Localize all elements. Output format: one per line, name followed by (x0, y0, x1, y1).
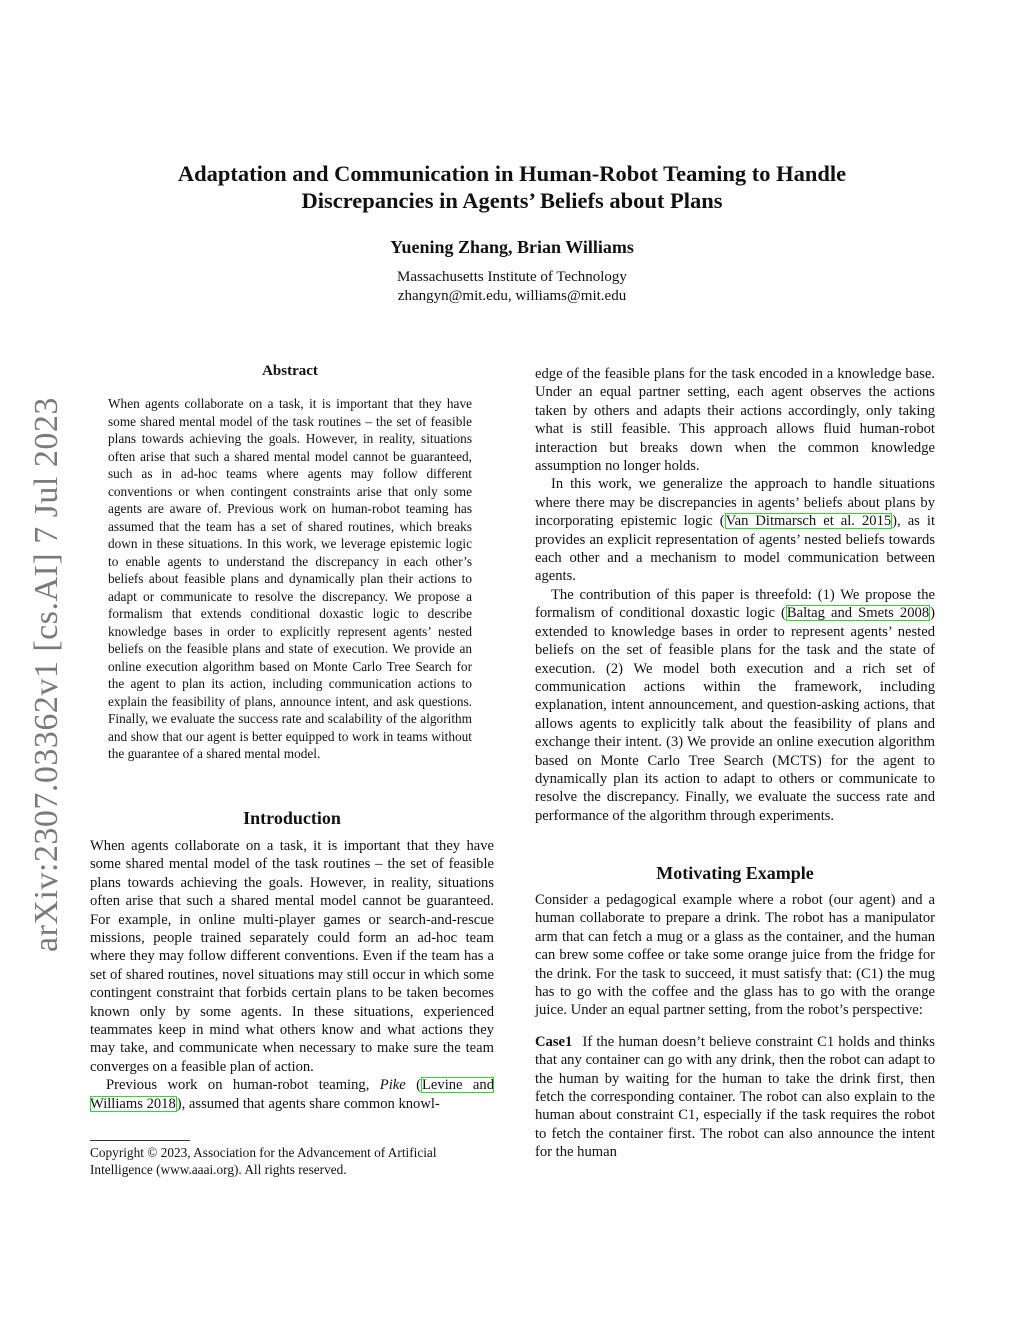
right-paragraph-2: In this work, we generalize the approach to handle situations where there may be discrepancies in agents’ beliefs about plans by incorporating epistemic logic (Van Ditmarsch et al. 2015), as it provides an explicit representation of agents’ nested beliefs towards each other and a mechanism to model communication between agents. (535, 476, 935, 585)
abstract-heading: Abstract (262, 363, 318, 379)
arxiv-identifier: arXiv:2307.03362v1 [cs.AI] 7 Jul 2023 (28, 397, 65, 952)
abstract-text: When agents collaborate on a task, it is important that they have some shared mental model of the task routines – the set of feasible plans towards achieving the goals. However, in reality, situations often arise that such a shared mental model cannot be guaranteed, such as in ad-hoc teams where agents may follow different conventions or when contingent constraints arise that only some agents are aware of. Previous work on human-robot teaming has assumed that the team has a set of shared routines, which breaks down in these situations. In this work, we leverage epistemic logic to enable agents to understand the discrepancy in each other’s beliefs about feasible plans and dynamically plan their actions to adapt or communicate to resolve the discrepancy. We propose a formalism that extends conditional doxastic logic to describe knowledge bases in order to explicitly represent agents’ nested beliefs on the feasible plans and state of execution. We provide an online execution algorithm based on Monte Carlo Tree Search for the agent to plan its action, including communication actions to explain the feasibility of plans, announce intent, and ask questions. Finally, we evaluate the success rate and scalability of the algorithm and show that our agent is better equipped to work in teams without the guarantee of a shared mental model. (108, 396, 472, 761)
motivating-paragraph-1: Consider a pedagogical example where a robot (our agent) and a human collaborate to prepare a drink. The robot has a manipulator arm that can fetch a mug or a glass as the container, and the human can brew some coffee or take some orange juice from the fridge for the drink. For the task to succeed, it must satisfy that: (C1) the mug has to go with the coffee and the glass has to go with the orange juice. Under an equal partner setting, from the robot’s perspective: (535, 892, 935, 1019)
motivating-example-body (535, 891, 935, 1162)
copyright-footnote: Copyright © 2023, Association for the Advancement of Artificial Intelligence (www.aaai.org). All rights reserved. (90, 1145, 437, 1177)
citation-link-levine-williams[interactable]: Levine and Williams 2018 (90, 1077, 495, 1112)
motivating-example-heading: Motivating Example (656, 863, 814, 883)
intro-paragraph-1: When agents collaborate on a task, it is important that they have some shared mental model of the task routines – the set of feasible plans towards achieving the goals. However, in reality, situations often arise that such a shared mental model cannot be guaranteed. For example, in online multi-player games or search-and-rescue missions, people trained separately could form an ad-hoc team where they may follow different conventions. Even if the team has a set of shared routines, novel situations may still occur in which some contingent constraint that forbids certain plans to be taken becomes known only by some agents. In these situations, experienced teammates keep in mind what others know and what actions they may take, and communicate when necessary to make sure the team converges on a feasible plan of action. (90, 838, 494, 1075)
right-column-body (535, 365, 935, 825)
case1-label: Case1 (535, 1033, 573, 1050)
case1-paragraph: Case1 If the human doesn’t believe constraint C1 holds and thinks that any container can go with any drink, then the robot can adapt to the human by waiting for the human to take the drink first, then fetch the corresponding container. The robot can also explain to the human about constraint C1, especially if the task requires the robot to fetch the container first. The robot can also announce the intent for the human (535, 1033, 935, 1161)
paper-title (100, 160, 924, 214)
footnote-divider (90, 1140, 190, 1141)
author-emails: zhangyn@mit.edu, williams@mit.edu (397, 288, 627, 304)
affiliation: Massachusetts Institute of Technology (397, 269, 627, 285)
authors: Yuening Zhang, Brian Williams (390, 237, 634, 257)
title-line-1: Adaptation and Communication in Human-Robot Teaming to Handle (177, 161, 847, 186)
citation-link-baltag-smets[interactable]: Baltag and Smets 2008 (786, 605, 930, 622)
title-line-2: Discrepancies in Agents’ Beliefs about Plans (301, 188, 723, 213)
citation-link-van-ditmarsch[interactable]: Van Ditmarsch et al. 2015 (725, 513, 892, 530)
affiliation-block (100, 268, 924, 306)
introduction-heading: Introduction (243, 808, 341, 828)
right-paragraph-1: edge of the feasible plans for the task encoded in a knowledge base. Under an equal partner setting, each agent observes the actions taken by others and adapts their actions accordingly, only taking what is still feasible. This approach allows fluid human-robot interaction but breaks down when the common knowledge assumption no longer holds. (535, 366, 935, 475)
right-paragraph-3: The contribution of this paper is threefold: (1) We propose the formalism of conditional doxastic logic (Baltag and Smets 2008) extended to knowledge bases in order to represent agents’ nested beliefs on the set of feasible plans for the task and the state of execution. (2) We model both execution and a rich set of communication actions within the framework, including explanation, intent announcement, and question-asking actions, that allows agents to explicitly talk about the feasibility of plans and exchange their intent. (3) We provide an online execution algorithm based on Monte Carlo Tree Search (MCTS) for the agent to dynamically plan its action to adapt to others or communicate to resolve the discrepancy. Finally, we evaluate the success rate and performance of the algorithm through experiments. (535, 586, 935, 824)
introduction-body (90, 837, 494, 1113)
intro-paragraph-2: Previous work on human-robot teaming, Pike (Levine and Williams 2018), assumed that agents share common knowl- (90, 1077, 495, 1112)
